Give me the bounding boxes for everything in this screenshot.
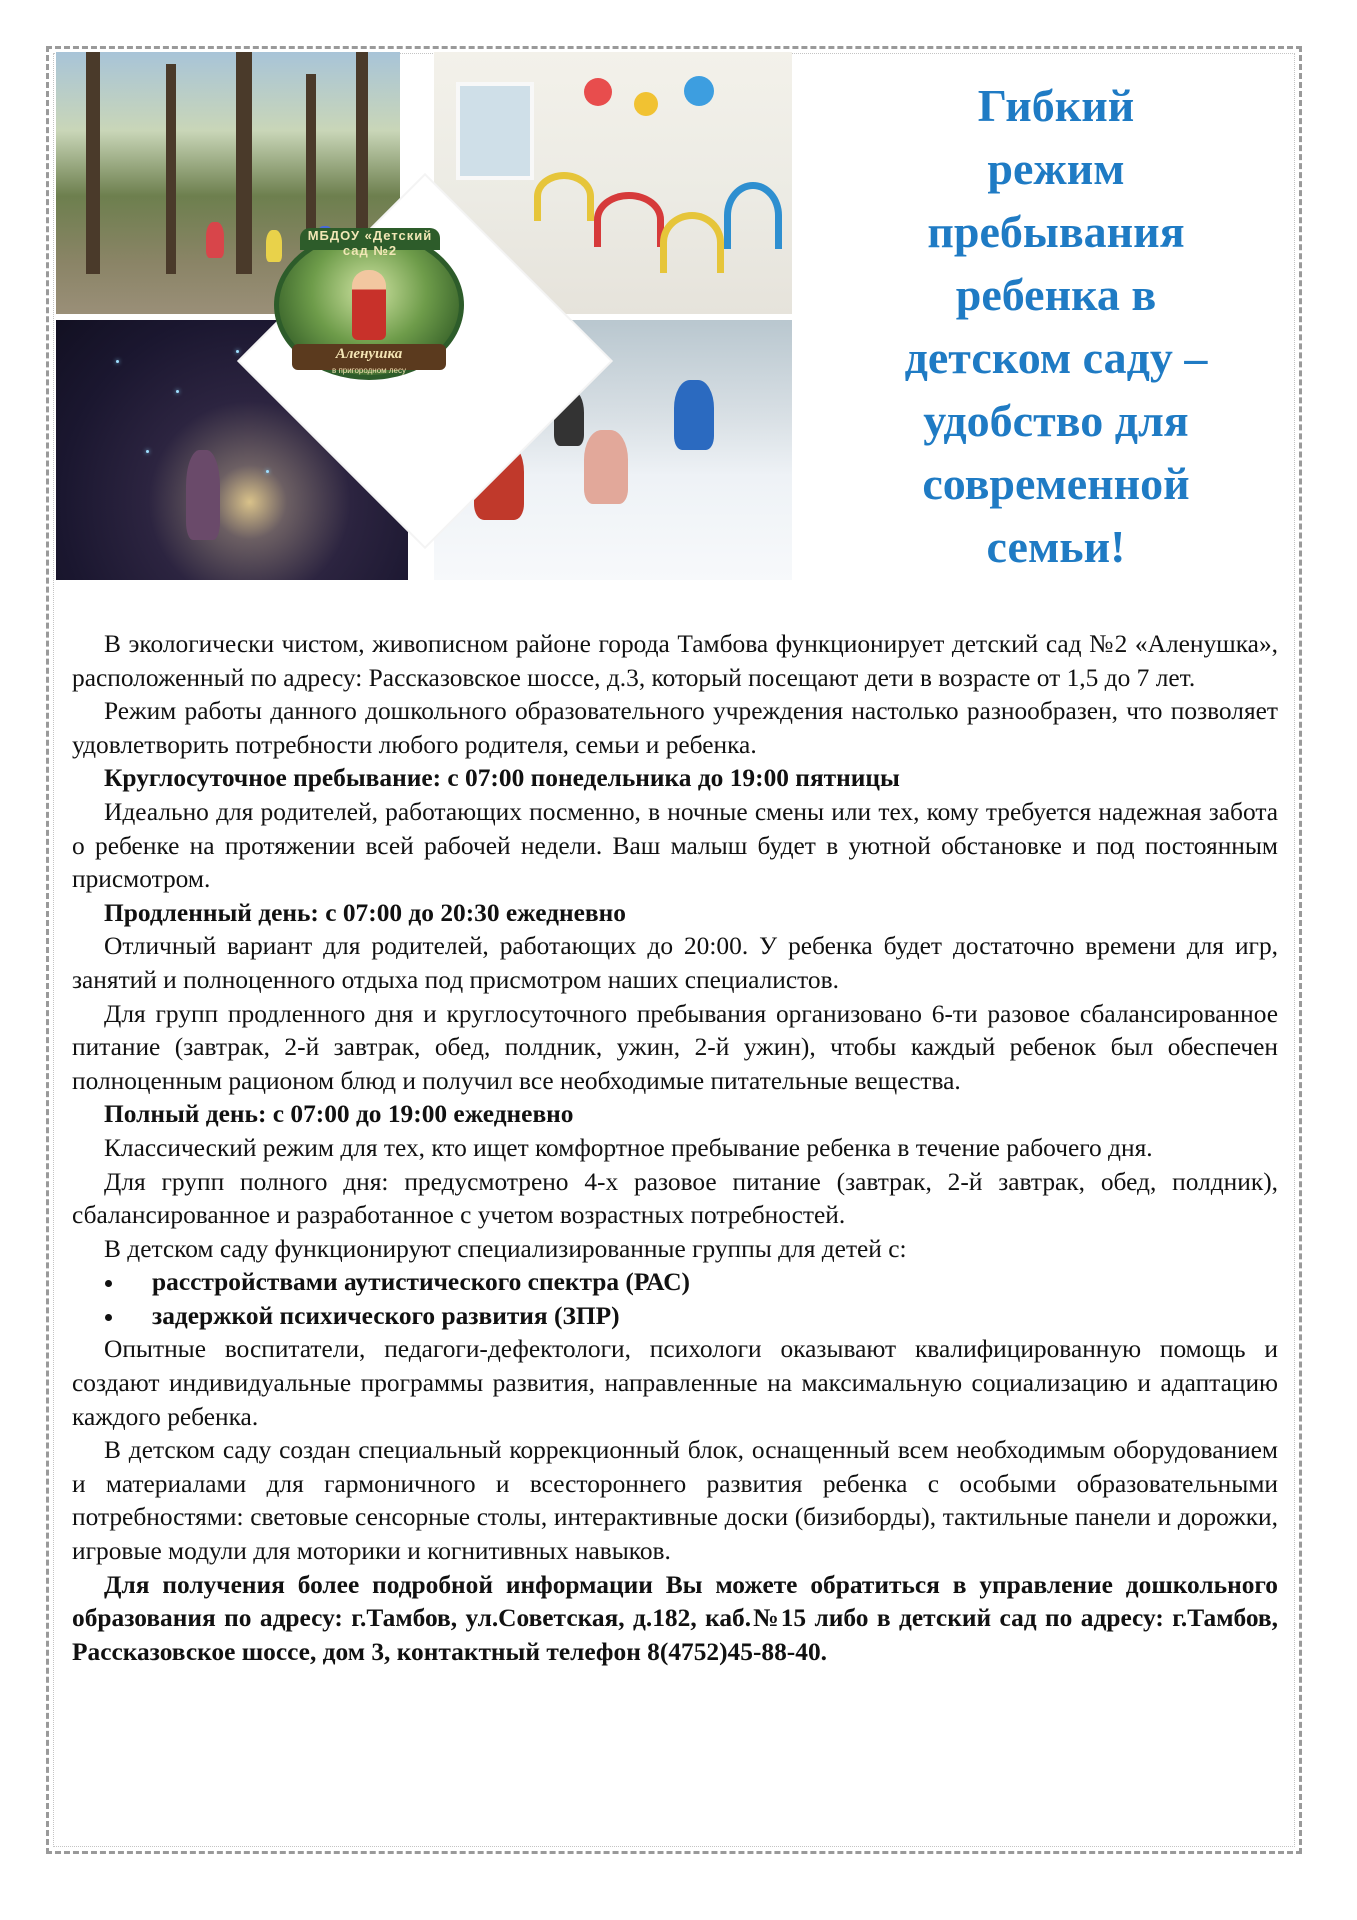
logo-girl-figure <box>352 270 386 340</box>
title-line: удобство для <box>923 395 1189 446</box>
bullet-icon <box>105 1280 112 1287</box>
bullet-icon <box>105 1314 112 1321</box>
title-line: детском саду – <box>904 332 1208 383</box>
window <box>456 82 534 180</box>
list-item-text: расстройствами аутистического спектра (РАС) <box>152 1268 690 1297</box>
paragraph-meals-4: Для групп полного дня: предусмотрено 4-х разовое питание (завтрак, 2-й завтрак, обед, полдник), сбалансированное и разработанное с учетом возрастных потребностей. <box>72 1167 1278 1230</box>
title-line: Гибкий <box>977 80 1135 131</box>
article-body <box>72 628 1278 1669</box>
paragraph-full-day: Классический режим для тех, кто ищет комфортное пребывание ребенка в течение рабочего дня. <box>104 1133 1153 1162</box>
list-item <box>72 1300 1278 1334</box>
logo-subtitle: в пригородном лесу <box>331 366 406 375</box>
title-line: семьи! <box>986 521 1126 572</box>
special-groups-list <box>72 1266 1278 1333</box>
list-item-text: задержкой психического развития (ЗПР) <box>152 1301 620 1330</box>
logo-top-text: МБДОУ «Детский сад №2 <box>300 228 440 250</box>
heading-full-day: Полный день: с 07:00 до 19:00 ежедневно <box>104 1100 574 1129</box>
logo-name-ribbon: Аленушка <box>292 344 446 370</box>
page-title <box>846 74 1266 578</box>
heading-24h-stay: Круглосуточное пребывание: с 07:00 понедельника до 19:00 пятницы <box>104 764 900 793</box>
paragraph-specialists: Опытные воспитатели, педагоги-дефектологи, психологи оказывают квалифицированную помощь и создают индивидуальные программы развития, направленные на максимальную социализацию и адаптацию каждого ребенка. <box>72 1335 1278 1431</box>
paragraph-special-groups: В детском саду функционируют специализированные группы для детей с: <box>104 1234 907 1263</box>
title-line: режим <box>987 143 1125 194</box>
paragraph-schedule-variety: Режим работы данного дошкольного образовательного учреждения настолько разнообразен, что позволяет удовлетворить потребности любого родителя, семьи и ребенка. <box>72 697 1278 759</box>
paragraph-intro: В экологически чистом, живописном районе города Тамбова функционирует детский сад №2 «Аленушка», расположенный по адресу: Рассказовское шоссе, д.3, который посещают дети в возрасте от 1,5 до 7 лет. <box>72 630 1278 692</box>
title-line: ребенка в <box>955 269 1157 320</box>
paragraph-contacts: Для получения более подробной информации Вы можете обратиться в управление дошкольного образования по адресу: г.Тамбов, ул.Советская, д.182, каб.№15 либо в детский сад по адресу: г.Тамбов, Рассказовское шоссе, дом 3, контактный телефон 8(4752)45-88-40. <box>72 1570 1278 1666</box>
paragraph-24h-stay: Идеально для родителей, работающих посменно, в ночные смены или тех, кому требуется надежная забота о ребенке на протяжении всей рабочей недели. Ваш малыш будет в уютной обстановке и под постоянным присмотром. <box>72 797 1278 894</box>
title-line: пребывания <box>927 206 1185 257</box>
title-line: современной <box>922 458 1190 509</box>
heading-extended-day: Продленный день: с 07:00 до 20:30 ежедневно <box>104 898 626 927</box>
paragraph-correction-block: В детском саду создан специальный коррекционный блок, оснащенный всем необходимым оборудованием и материалами для гармоничного и всестороннего развития ребенка с особыми образовательными потребностями: световые сенсорные столы, интерактивные доски (бизиборды), тактильные панели и дорожки, игровые модули для моторики и когнитивных навыков. <box>72 1436 1278 1566</box>
paragraph-extended-day: Отличный вариант для родителей, работающих до 20:00. У ребенка будет достаточно времени для игр, занятий и полноценного отдыха под присмотром наших специалистов. <box>72 932 1278 994</box>
list-item <box>72 1266 1278 1300</box>
paragraph-meals-6: Для групп продленного дня и круглосуточного пребывания организовано 6-ти разовое сбалансированное питание (завтрак, 2-й завтрак, обед, полдник, ужин, 2-й ужин), чтобы каждый ребенок был обеспечен полноценным рационом блюд и получил все необходимые питательные вещества. <box>72 999 1278 1095</box>
